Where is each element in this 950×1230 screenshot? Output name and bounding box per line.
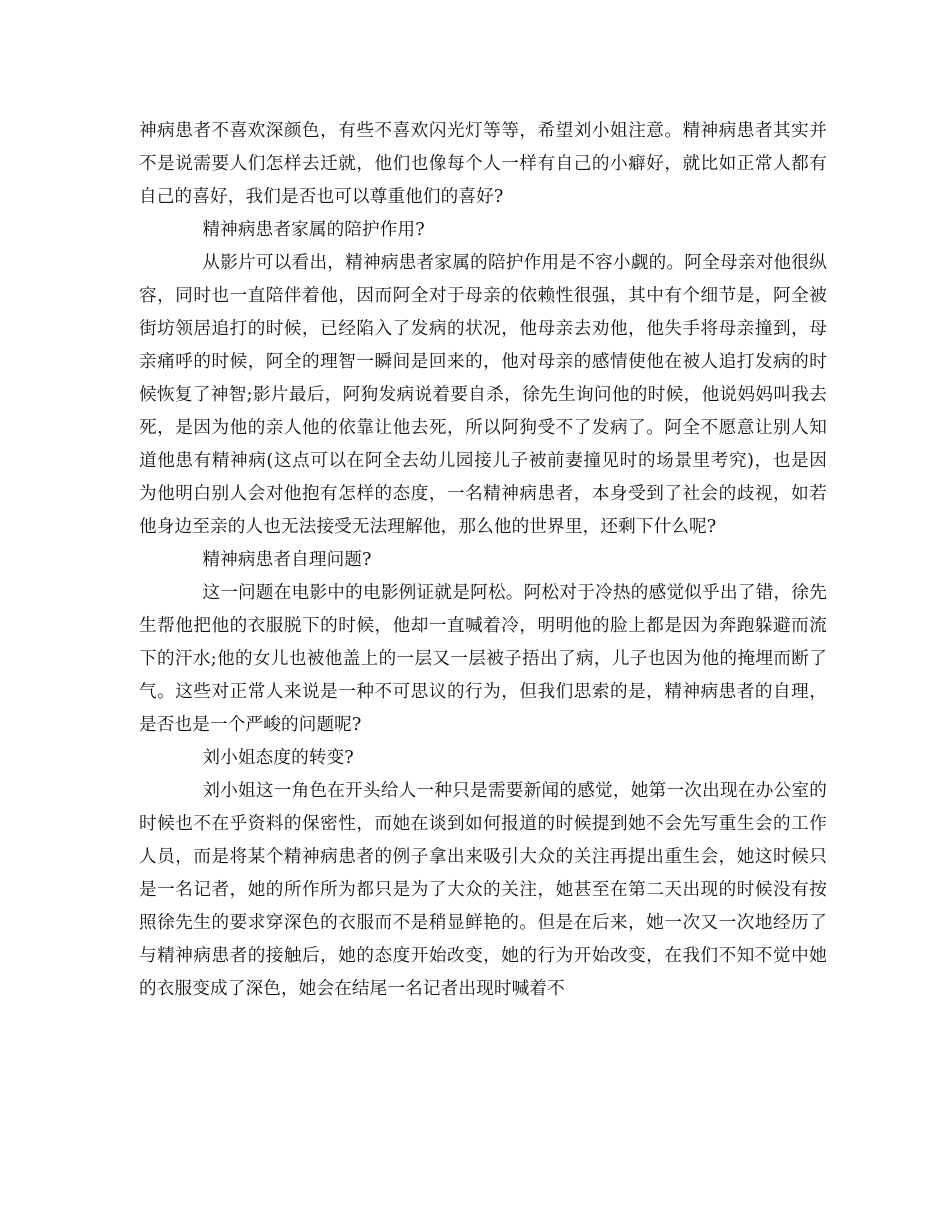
section-heading-family-care: 精神病患者家属的陪护作用?	[202, 220, 425, 240]
body-paragraph-attitude-change: 刘小姐这一角色在开头给人一种只是需要新闻的感觉，她第一次出现在办公室的时候也不在乎资料的保密性，而她在谈到如何报道的时候提到她不会先写重生会的工作人员，而是将某个精神病患者的例子拿出来吸引大众的关注再提出重生会，她这时候只是一名记者，她的所作所为都只是为了大众的关注，她甚至在第二天出现的时候没有按照徐先生的要求穿深色的衣服而不是稍显鲜艳的。但是在后来，她一次又一次地经历了与精神病患者的接触后，她的态度开始改变，她的行为开始改变，在我们不知不觉中她的衣服变成了深色，她会在结尾一名记者出现时喊着不	[139, 781, 827, 999]
document-body	[139, 115, 827, 1006]
body-paragraph-self-care: 这一问题在电影中的电影例证就是阿松。阿松对于冷热的感觉似乎出了错，徐先生帮他把他的衣服脱下的时候，他却一直喊着冷，明明他的脸上都是因为奔跑躲避而流下的汗水;他的女儿也被他盖上的一层又一层被子捂出了病，儿子也因为他的掩埋而断了气。这些对正常人来说是一种不可思议的行为，但我们思索的是，精神病患者的自理，是否也是一个严峻的问题呢?	[139, 583, 827, 735]
section-heading-attitude-change: 刘小姐态度的转变?	[202, 748, 354, 768]
body-paragraph-continuation: 神病患者不喜欢深颜色，有些不喜欢闪光灯等等，希望刘小姐注意。精神病患者其实并不是说需要人们怎样去迁就，他们也像每个人一样有自己的小癖好，就比如正常人都有自己的喜好，我们是否也可以尊重他们的喜好?	[139, 121, 827, 207]
section-heading-self-care: 精神病患者自理问题?	[202, 550, 372, 570]
body-paragraph-family-care: 从影片可以看出，精神病患者家属的陪护作用是不容小觑的。阿全母亲对他很纵容，同时也一直陪伴着他，因而阿全对于母亲的依赖性很强，其中有个细节是，阿全被街坊领居追打的时候，已经陷入了发病的状况，他母亲去劝他，他失手将母亲撞到，母亲痛呼的时候，阿全的理智一瞬间是回来的，他对母亲的感情使他在被人追打发病的时候恢复了神智;影片最后，阿狗发病说着要自杀，徐先生询问他的时候，他说妈妈叫我去死，是因为他的亲人他的依靠让他去死，所以阿狗受不了发病了。阿全不愿意让别人知道他患有精神病(这点可以在阿全去幼儿园接儿子被前妻撞见时的场景里考究)，也是因为他明白别人会对他抱有怎样的态度，一名精神病患者，本身受到了社会的歧视，如若他身边至亲的人也无法接受无法理解他，那么他的世界里，还剩下什么呢?	[139, 253, 827, 537]
